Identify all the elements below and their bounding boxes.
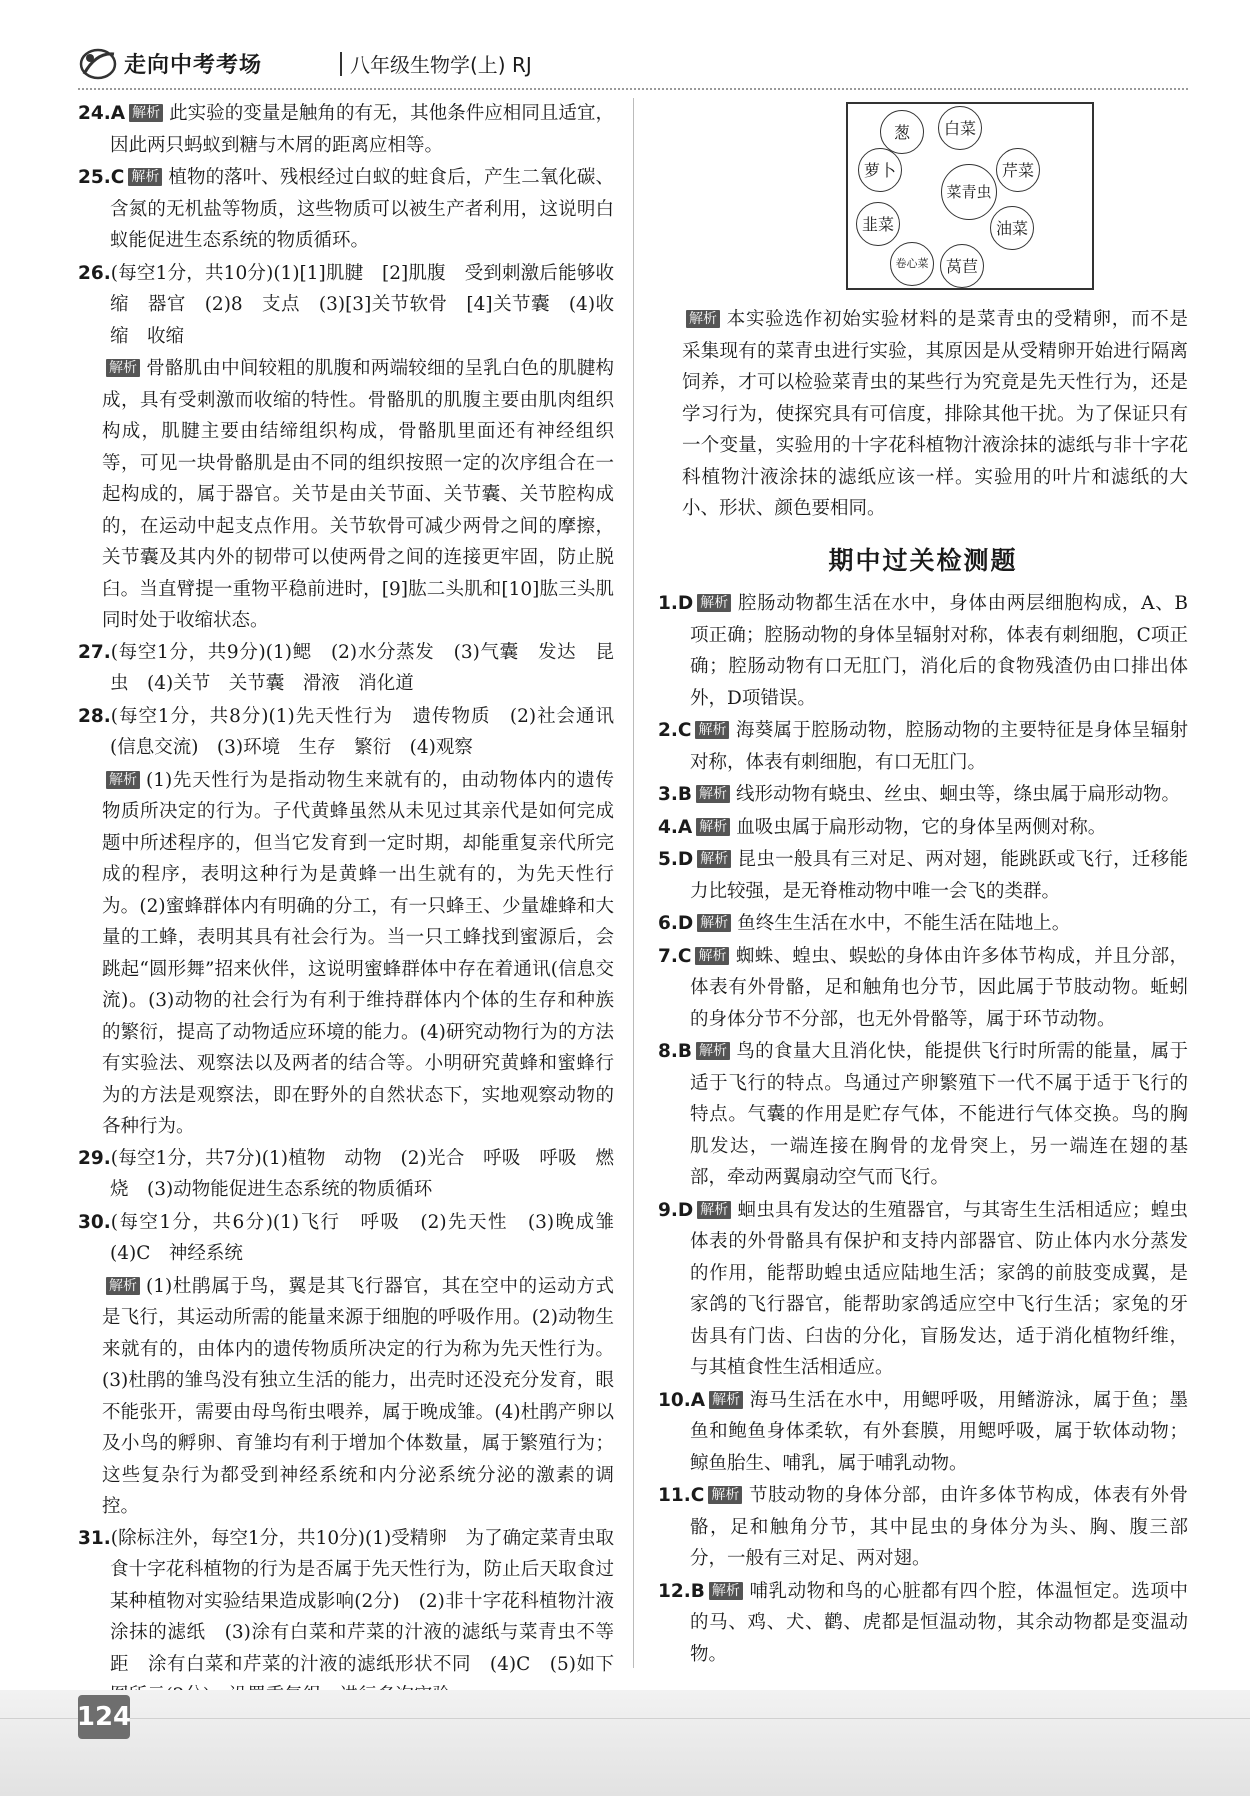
answer-item [78, 1523, 614, 1712]
analysis-text: 本实验选作初始实验材料的是菜青虫的受精卵，而不是采集现有的菜青虫进行实验，其原因是从受精卵开始进行隔离饲养，才可以检验菜青虫的某些行为究竟是先天性行为，还是学习行为，使探究具有可信度，排除其他干扰。为了保证只有一个变量，实验用的十字花科植物汁液涂抹的滤纸与非十字花科植物汁液涂抹的滤纸应该一样。实验用的叶片和滤纸的大小、形状、颜色要相同。 [682, 309, 1188, 519]
analysis-tag: 解析 [708, 1486, 742, 1504]
diagram-plant-label: 油菜 [990, 206, 1034, 250]
left-column [78, 98, 633, 1713]
answer-text: (每空1分，共6分)(1)飞行 呼吸 (2)先天性 (3)晚成雏 (4)C 神经系统 [110, 1211, 633, 1264]
analysis-tag: 解析 [129, 104, 163, 122]
analysis-tag: 解析 [697, 850, 731, 868]
analysis-text: (1)先天性行为是指动物生来就有的，由动物体内的遗传物质所决定的行为。子代黄蜂虽然从未见过其亲代是如何完成题中所述程序的，但当它发育到一定时期，却能重复亲代所完成的程序，表明这种行为是黄蜂一出生就有的，为先天性行为。(2)蜜蜂群体内有明确的分工，有一只蜂王、少量雄蜂和大量的工蜂，表明其具有社会行为。当一只工蜂找到蜜源后，会跳起“圆形舞”招来伙伴，这说明蜜蜂群体中存在着通讯(信息交流)。(3)动物的社会行为有利于维持群体内个体的生存和种族的繁衍，提高了动物适应环境的能力。(4)研究动物行为的方法有实验法、观察法以及两者的结合等。小明研究黄蜂和蜜蜂行为的方法是观察法，即在野外的自然状态下，实地观察动物的各种行为。 [102, 769, 614, 1137]
diagram-plant-label: 白菜 [938, 106, 982, 150]
answer-item [658, 844, 1188, 907]
answer-item [658, 1385, 1188, 1480]
answer-item [658, 1036, 1188, 1194]
diagram-center-label: 菜青虫 [941, 164, 997, 220]
answer-number: 12.B [658, 1580, 705, 1602]
analysis-text: 鸟的食量大且消化快，能提供飞行时所需的能量，属于适于飞行的特点。鸟通过产卵繁殖下一代不属于适于飞行的特点。气囊的作用是贮存气体，不能进行气体交换。鸟的胸肌发达，一端连接在胸骨的龙骨突上，另一端连在翅的基部，牵动两翼扇动空气而飞行。 [690, 1041, 1188, 1188]
answer-item [658, 715, 1188, 778]
answer-item [658, 941, 1188, 1036]
answer-text: (每空1分，共9分)(1)鳃 (2)水分蒸发 (3)气囊 发达 昆虫 (4)关节 关节囊 滑液 消化道 [110, 641, 614, 694]
analysis-tag: 解析 [695, 721, 729, 739]
answer-number: 28. [78, 705, 111, 727]
analysis-block [78, 1271, 614, 1523]
column-divider [633, 98, 634, 1668]
analysis-tag: 解析 [106, 1277, 140, 1295]
answer-number: 8.B [658, 1041, 693, 1062]
diagram-plant-label: 萝卜 [858, 148, 902, 192]
answer-number: 7.C [658, 945, 692, 967]
answer-item [78, 637, 614, 700]
analysis-tag: 解析 [697, 1201, 731, 1219]
diagram-plant-label: 葱 [880, 110, 924, 154]
answer-number: 3.B [658, 784, 693, 805]
answer-number: 6.D [658, 913, 694, 934]
answer-number: 9.D [658, 1199, 694, 1221]
analysis-tag: 解析 [106, 359, 140, 377]
analysis-text: 此实验的变量是触角的有无，其他条件应相同且适宜，因此两只蚂蚁到糖与木屑的距离应相等。 [110, 103, 614, 156]
page-header [78, 42, 1188, 90]
diagram-plant-label: 芹菜 [996, 148, 1040, 192]
analysis-text: 海马生活在水中，用鳃呼吸，用鳍游泳，属于鱼；墨鱼和鲍鱼身体柔软，有外套膜，用鳃呼吸，属于软体动物；鲸鱼胎生、哺乳，属于哺乳动物。 [690, 1389, 1188, 1474]
answer-item [78, 258, 614, 353]
footer-line [0, 1718, 1250, 1719]
analysis-31 [658, 304, 1188, 525]
answer-number: 10.A [658, 1389, 706, 1411]
analysis-block [78, 353, 614, 637]
answer-number: 27. [78, 641, 111, 663]
analysis-text: 骨骼肌由中间较粗的肌腹和两端较细的呈乳白色的肌腱构成，具有受刺激而收缩的特性。骨骼肌的肌腹主要由肌肉组织构成，肌腱主要由结缔组织构成，骨骼肌里面还有神经组织等，可见一块骨骼肌是由不同的组织按照一定的次序组合在一起构成的，属于器官。关节是由关节面、关节囊、关节腔构成的，在运动中起支点作用。关节软骨可减少两骨之间的摩擦，关节囊及其内外的韧带可以使两骨之间的连接更牢固，防止脱臼。当直臂提一重物平稳前进时，[9]肱二头肌和[10]肱三头肌同时处于收缩状态。 [102, 358, 614, 631]
page-number: 124 [78, 1695, 130, 1739]
answer-text: (除标注外，每空1分，共10分)(1)受精卵 为了确定菜青虫取食十字花科植物的行为是否属于先天性行为，防止后天取食过某种植物对实验结果造成影响(2分) (2)非十字花科植物汁液涂抹的滤纸 (3)涂有白菜和芹菜的汁液的滤纸与菜青虫不等距 涂有白菜和芹菜的汁液的滤纸形状不同 (4)C (5)如下 [110, 1527, 614, 1675]
analysis-tag: 解析 [697, 594, 731, 612]
analysis-text: 植物的落叶、残根经过白蚁的蛀食后，产生二氧化碳、含氮的无机盐等物质，这些物质可以被生产者利用，这说明白蚁能促进生态系统的物质循环。 [110, 167, 614, 251]
diagram-plant-label: 莴苣 [940, 244, 984, 288]
analysis-text: 鱼终生生活在水中，不能生活在陆地上。 [737, 913, 1071, 934]
brand-name: 走向中考考场 [124, 53, 263, 78]
analysis-text: (1)杜鹃属于鸟，翼是其飞行器官，其在空中的运动方式是飞行，其运动所需的能量来源于细胞的呼吸作用。(2)动物生来就有的，由体内的遗传物质所决定的行为称为先天性行为。(3)杜鹃的雏鸟没有独立生活的能力，出壳时还没充分发育，眼不能张开，需要由母鸟衔虫喂养，属于晚成雏。(4)杜鹃产卵以及小鸟的孵卵、育雏均有利于增加个体数量，属于繁殖行为；这些复杂行为都受到神经系统和内分泌系统分泌的激素的调控。 [102, 1275, 614, 1517]
answer-number: 29. [78, 1147, 111, 1169]
analysis-tag: 解析 [686, 310, 720, 328]
answer-item [658, 812, 1188, 844]
answer-number: 2.C [658, 720, 692, 741]
analysis-text: 哺乳动物和鸟的心脏都有四个腔，体温恒定。选项中的马、鸡、犬、鹳、虎都是恒温动物，其余动物都是变温动物。 [690, 1580, 1188, 1665]
analysis-tag: 解析 [128, 168, 162, 186]
book-subject: 八年级生物学(上) RJ [350, 53, 532, 77]
answer-item [78, 1143, 614, 1206]
answer-item [658, 1195, 1188, 1384]
answer-item [658, 588, 1188, 714]
brand-logo-icon [78, 46, 120, 82]
analysis-text: 海葵属于腔肠动物，腔肠动物的主要特征是身体呈辐射对称，体表有刺细胞，有口无肛门。 [690, 720, 1188, 773]
answer-item [78, 701, 614, 764]
answer-item [658, 908, 1188, 940]
answer-text: (每空1分，共8分)(1)先天性行为 遗传物质 (2)社会通讯(信息交流) (3)环境 生存 繁衍 (4)观察 [110, 705, 614, 758]
answer-number: 30. [78, 1211, 111, 1233]
answer-item [658, 779, 1188, 811]
header-separator [340, 52, 342, 76]
answer-number: 4.A [658, 816, 693, 838]
analysis-text: 蜘蛛、蝗虫、蜈蚣的身体由许多体节构成，并且分部，体表有外骨骼，足和触角也分节，因此属于节肢动物。蚯蚓的身体分节不分部，也无外骨骼等，属于环节动物。 [690, 945, 1188, 1030]
answer-list [658, 588, 1188, 1670]
answer-item [78, 98, 614, 161]
answer-number: 26. [78, 262, 111, 284]
analysis-text: 昆虫一般具有三对足、两对翅，能跳跃或飞行，迁移能力比较强，是无脊椎动物中唯一会飞的类群。 [690, 849, 1188, 902]
analysis-tag: 解析 [696, 1042, 730, 1060]
answer-item [78, 162, 614, 257]
analysis-text: 腔肠动物都生活在水中，身体由两层细胞构成，A、B项正确；腔肠动物的身体呈辐射对称，体表有刺细胞，C项正确；腔肠动物有口无肛门，消化后的食物残渣仍由口排出体外，D项错误。 [690, 593, 1188, 709]
analysis-text: 节肢动物的身体分部，由许多体节构成，体表有外骨骼，足和触角分节，其中昆虫的身体分为头、胸、腹三部分，一般有三对足、两对翅。 [690, 1485, 1188, 1569]
answer-item [658, 1480, 1188, 1575]
footer-band [0, 1690, 1250, 1796]
analysis-tag: 解析 [709, 1582, 743, 1600]
analysis-tag: 解析 [696, 818, 730, 836]
answer-number: 5.D [658, 849, 694, 870]
answer-number: 1.D [658, 593, 694, 614]
answer-number: 31. [78, 1527, 111, 1549]
answer-item [78, 1207, 633, 1270]
diagram-plant-label: 韭菜 [856, 202, 900, 246]
analysis-text: 蛔虫具有发达的生殖器官，与其寄生生活相适应；蝗虫体表的外骨骼具有保护和支持内部器官、防止体内水分蒸发的作用，能帮助蝗虫适应陆地生活；家鸽的前肢变成翼，是家鸽的飞行器官，能帮助家鸽适应空中飞行生活；家兔的牙齿具有门齿、臼齿的分化，盲肠发达，适于消化植物纤维，与其植食性生活相适应。 [690, 1199, 1188, 1378]
analysis-block [78, 765, 614, 1143]
answer-text: (每空1分，共10分)(1)[1]肌腱 [2]肌腹 受到刺激后能够收缩 器官 (2)8 支点 (3)[3]关节软骨 [4]关节囊 (4)收缩 收缩 [110, 262, 614, 347]
analysis-tag: 解析 [695, 947, 729, 965]
diagram-plant-label: 卷心菜 [890, 242, 934, 286]
answer-number: 11.C [658, 1485, 705, 1506]
answer-item [658, 1576, 1188, 1671]
analysis-text: 线形动物有蛲虫、丝虫、蛔虫等，绦虫属于扁形动物。 [736, 784, 1181, 805]
section-title: 期中过关检测题 [828, 545, 1018, 575]
right-column [658, 98, 1188, 1671]
answer-number: 25.C [78, 167, 125, 188]
answer-number: 24.A [78, 103, 126, 124]
analysis-tag: 解析 [696, 785, 730, 803]
analysis-tag: 解析 [106, 771, 140, 789]
choice-experiment-diagram [846, 102, 1094, 290]
analysis-tag: 解析 [709, 1391, 743, 1409]
analysis-tag: 解析 [697, 914, 731, 932]
answer-text: (每空1分，共7分)(1)植物 动物 (2)光合 呼吸 呼吸 燃烧 (3)动物能促进生态系统的物质循环 [110, 1147, 614, 1200]
analysis-text: 血吸虫属于扁形动物，它的身体呈两侧对称。 [736, 816, 1107, 838]
